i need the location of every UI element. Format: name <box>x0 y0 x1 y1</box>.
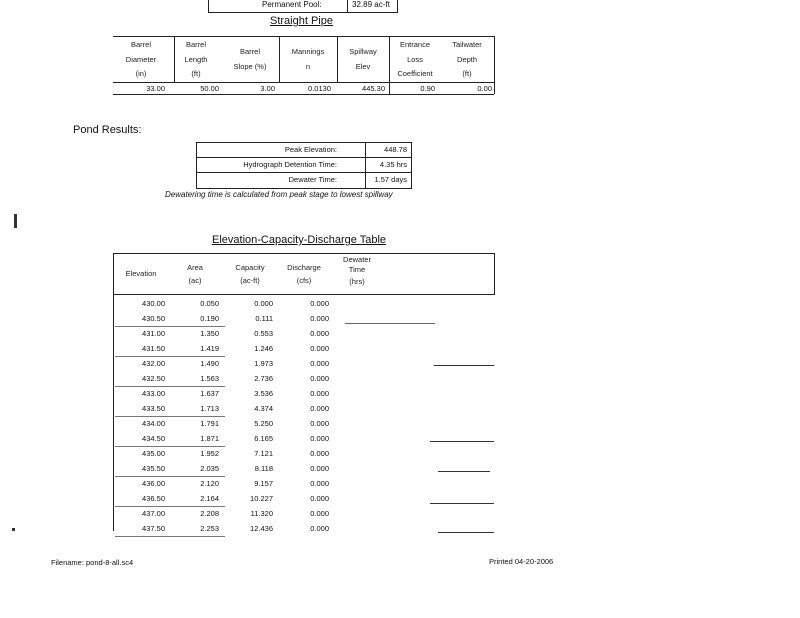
pipe-header-spillway: Spillway Elev <box>349 47 377 71</box>
ecd-cell-discharge: 0.000 <box>310 404 329 413</box>
ecd-cell-area: 2.035 <box>200 464 219 473</box>
ecd-cell-elevation: 430.50 <box>142 314 165 323</box>
pipe-header-length: Barrel Length (ft) <box>184 40 208 78</box>
ecd-cell-discharge: 0.000 <box>310 524 329 533</box>
ecd-cell-elevation: 432.50 <box>142 374 165 383</box>
ecd-cell-discharge: 0.000 <box>310 344 329 353</box>
ecd-cell-area: 1.637 <box>200 389 219 398</box>
ecd-cell-capacity: 0.111 <box>255 314 273 323</box>
detention-time-label: Hydrograph Detention Time: <box>243 160 337 169</box>
ecd-cell-elevation: 436.00 <box>142 479 165 488</box>
scan-artifact <box>438 471 490 472</box>
ecd-cell-elevation: 435.50 <box>142 464 165 473</box>
ecd-cell-area: 2.208 <box>200 509 219 518</box>
ecd-cell-area: 2.164 <box>200 494 219 503</box>
pipe-value-slope: 3.00 <box>260 84 275 93</box>
ecd-cell-area: 1.563 <box>200 374 219 383</box>
ecd-cell-area: 1.791 <box>200 419 219 428</box>
peak-elevation-value: 448.78 <box>384 145 407 154</box>
ecd-header-discharge: Discharge (cfs) <box>287 263 321 285</box>
ecd-cell-capacity: 2.736 <box>254 374 273 383</box>
straight-pipe-table <box>113 36 494 94</box>
ecd-cell-area: 1.713 <box>200 404 219 413</box>
scan-artifact <box>430 441 494 442</box>
ecd-cell-capacity: 8.118 <box>254 464 273 473</box>
dewatering-note: Dewatering time is calculated from peak stage to lowest spillway <box>165 190 393 199</box>
pipe-value-length: 50.00 <box>200 84 219 93</box>
pipe-header-slope: Barrel Slope (%) <box>233 47 267 71</box>
peak-elevation-label: Peak Elevation: <box>284 145 337 154</box>
ecd-cell-discharge: 0.000 <box>310 464 329 473</box>
ecd-cell-discharge: 0.000 <box>310 299 329 308</box>
ecd-table-title: Elevation-Capacity-Discharge Table <box>212 234 387 246</box>
pipe-top-border <box>113 36 494 37</box>
footer-filename: Filename: pond-8-all.sc4 <box>51 558 134 567</box>
ecd-cell-discharge: 0.000 <box>310 434 329 443</box>
ecd-cell-capacity: 0.000 <box>254 299 273 308</box>
ecd-cell-capacity: 1.246 <box>254 344 273 353</box>
ecd-cell-area: 2.253 <box>200 524 219 533</box>
ecd-cell-discharge: 0.000 <box>310 494 329 503</box>
pipe-value-entrance: 0.90 <box>420 84 435 93</box>
pipe-header-tailwater: Tailwater Depth (ft) <box>452 40 482 78</box>
scan-artifact <box>14 214 17 228</box>
ecd-cell-area: 1.350 <box>200 329 219 338</box>
ecd-cell-area: 1.871 <box>200 434 219 443</box>
pipe-value-diameter: 33.00 <box>146 84 165 93</box>
ecd-cell-area: 1.490 <box>200 359 219 368</box>
ecd-cell-area: 0.050 <box>200 299 219 308</box>
scan-artifact <box>430 503 494 504</box>
ecd-cell-discharge: 0.000 <box>310 479 329 488</box>
pipe-value-tailwater: 0.00 <box>477 84 492 93</box>
ecd-cell-discharge: 0.000 <box>310 359 329 368</box>
ecd-cell-capacity: 11.320 <box>250 509 273 518</box>
pipe-bottom-border <box>113 94 494 95</box>
ecd-header-elevation: Elevation <box>125 269 157 278</box>
ecd-header-dewater: Dewater Time (hrs) <box>343 255 371 286</box>
ecd-cell-elevation: 437.00 <box>142 509 165 518</box>
ecd-table <box>113 253 495 533</box>
ecd-cell-area: 2.120 <box>200 479 219 488</box>
ecd-row-divider <box>115 536 225 537</box>
ecd-cell-elevation: 432.00 <box>142 359 165 368</box>
ecd-cell-discharge: 0.000 <box>310 314 329 323</box>
ecd-right-border <box>494 253 495 294</box>
pipe-col-divider <box>279 36 280 82</box>
dewater-time-label: Dewater Time: <box>288 175 337 184</box>
detention-time-value: 4.35 hrs <box>379 160 407 169</box>
ecd-cell-discharge: 0.000 <box>310 389 329 398</box>
pond-row-divider <box>197 157 411 158</box>
ecd-cell-discharge: 0.000 <box>310 449 329 458</box>
ecd-cell-area: 0.190 <box>200 314 219 323</box>
ecd-cell-discharge: 0.000 <box>310 419 329 428</box>
ecd-cell-discharge: 0.000 <box>310 329 329 338</box>
ecd-header-area: Area (ac) <box>187 263 203 285</box>
ecd-cell-elevation: 431.00 <box>142 329 165 338</box>
footer-printed: Printed 04-20-2006 <box>489 557 554 566</box>
ecd-cell-elevation: 430.00 <box>142 299 165 308</box>
pond-results-heading: Pond Results: <box>73 124 142 136</box>
pipe-header-entrance: Entrance Loss Coefficient <box>397 40 433 78</box>
scan-artifact <box>12 528 15 531</box>
pond-results-box <box>196 142 412 189</box>
ecd-cell-capacity: 12.436 <box>250 524 273 533</box>
ecd-cell-capacity: 3.536 <box>254 389 273 398</box>
pipe-col-divider <box>337 36 338 82</box>
pipe-value-spillway: 445.30 <box>362 84 385 93</box>
ecd-cell-area: 1.419 <box>200 344 219 353</box>
ecd-cell-discharge: 0.000 <box>310 374 329 383</box>
ecd-cell-capacity: 7.121 <box>254 449 273 458</box>
ecd-cell-elevation: 436.50 <box>142 494 165 503</box>
pond-results-divider <box>365 143 366 188</box>
ecd-cell-capacity: 1.973 <box>254 359 273 368</box>
pipe-value-mannings: 0.0130 <box>308 84 331 93</box>
ecd-cell-elevation: 433.00 <box>142 389 165 398</box>
pipe-right-border <box>494 36 495 94</box>
scan-artifact <box>438 532 494 533</box>
ecd-header-divider <box>113 294 495 295</box>
ecd-cell-capacity: 4.374 <box>254 404 273 413</box>
ecd-cell-discharge: 0.000 <box>310 509 329 518</box>
ecd-cell-capacity: 9.157 <box>254 479 273 488</box>
ecd-cell-elevation: 434.00 <box>142 419 165 428</box>
pipe-header-divider <box>113 82 494 83</box>
ecd-cell-elevation: 431.50 <box>142 344 165 353</box>
ecd-cell-elevation: 437.50 <box>142 524 165 533</box>
scan-artifact <box>434 365 494 366</box>
ecd-cell-capacity: 6.165 <box>254 434 273 443</box>
dewater-time-value: 1.57 days <box>374 175 407 184</box>
scan-artifact <box>345 323 435 324</box>
ecd-cell-capacity: 10.227 <box>250 494 273 503</box>
straight-pipe-title: Straight Pipe <box>270 15 333 27</box>
ecd-cell-elevation: 435.00 <box>142 449 165 458</box>
pipe-header-diameter: Barrel Diameter (in) <box>125 40 157 78</box>
pipe-header-mannings: Mannings n <box>291 47 325 71</box>
ecd-cell-elevation: 433.50 <box>142 404 165 413</box>
ecd-top-border <box>113 253 495 254</box>
ecd-cell-capacity: 0.553 <box>254 329 273 338</box>
permanent-pool-value: 32.89 ac-ft <box>352 0 390 9</box>
ecd-cell-area: 1.952 <box>200 449 219 458</box>
permanent-pool-label: Permanent Pool: <box>262 0 322 9</box>
ecd-cell-capacity: 5.250 <box>254 419 273 428</box>
permanent-pool-divider <box>347 0 348 12</box>
ecd-header-capacity: Capacity (ac-ft) <box>235 263 265 285</box>
pond-row-divider <box>197 172 411 173</box>
ecd-cell-elevation: 434.50 <box>142 434 165 443</box>
